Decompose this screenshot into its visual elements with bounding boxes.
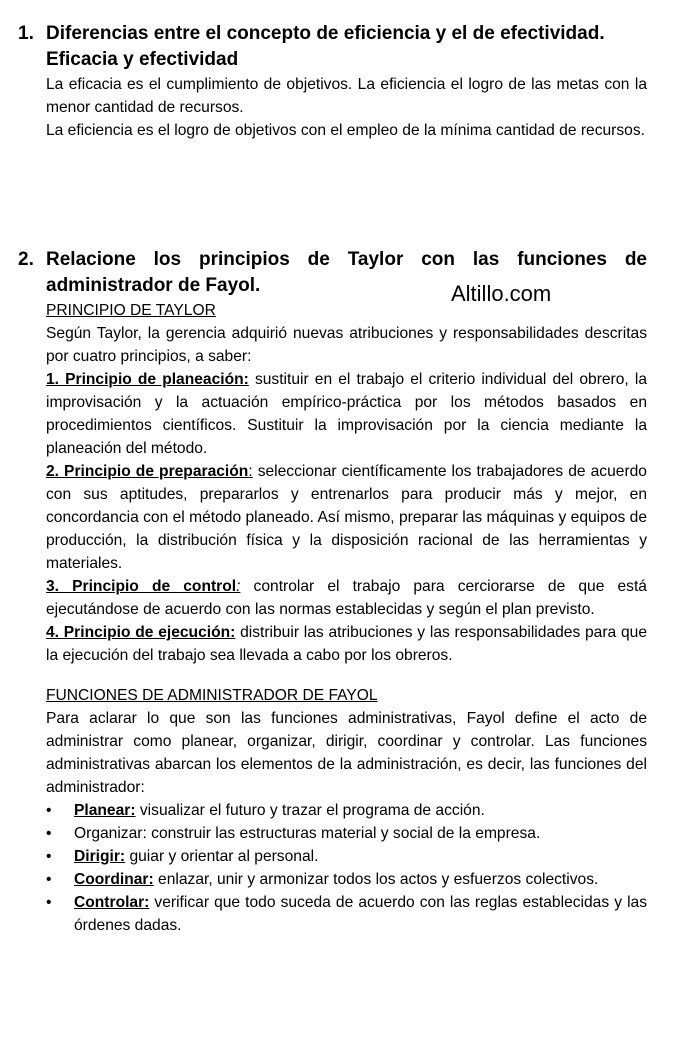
function-label: Coordinar: [74,871,154,888]
principle-text: distribuir las atribuciones y las responsabilidades para que la ejecución del trabajo sea llevada a cabo por los obreros. [46,624,647,664]
question-2-title: Relacione los principios de Taylor con las funciones de administrador de Fayol. [46,249,647,296]
function-label: Dirigir: [74,848,126,865]
question-1-number: 1. [18,23,34,44]
principle-3 [46,575,647,621]
taylor-intro: Según Taylor, la gerencia adquirió nuevas atribuciones y responsabilidades descritas por cuatro principios, a saber: [46,325,647,365]
question-2 [18,247,647,937]
principle-label: 1. Principio de planeación: [46,371,249,388]
question-1-answer [46,73,647,142]
question-2-number: 2. [18,249,34,270]
question-1-title: Diferencias entre el concepto de eficiencia y el de efectividad. [46,23,605,44]
principle-text: controlar el trabajo para cerciorarse de que está ejecutándose de acuerdo con las normas establecidas y según el plan previsto. [46,578,647,618]
principle-text: seleccionar científicamente los trabajadores de acuerdo con sus aptitudes, prepararlos y entrenarlos para producir más y mejor, en concordancia con el método planeado. Así mismo, preparar las máquinas y equipos de producción, la distribución física y la disposición racional de las herramientas y materiales. [46,463,647,572]
function-text: visualizar el futuro y trazar el programa de acción. [135,802,485,819]
taylor-section-heading: PRINCIPIO DE TAYLOR [46,302,216,319]
list-item [46,891,647,937]
question-2-answer [46,299,647,937]
principle-separator: : [248,463,253,480]
bullet-icon: • [46,871,52,888]
bullet-icon: • [46,894,52,911]
principle-2 [46,460,647,575]
principle-1 [46,368,647,460]
function-text: construir las estructuras material y social de la empresa. [146,825,541,842]
function-label: Planear: [74,802,136,819]
question-1-subtitle: Eficacia y efectividad [46,49,239,70]
question-1 [18,21,647,142]
bullet-icon: • [46,825,52,842]
function-text: guiar y orientar al personal. [125,848,319,865]
section-gap [46,667,647,684]
function-text: verificar que todo suceda de acuerdo con las reglas establecidas y las órdenes dadas. [74,894,647,934]
function-label: Organizar: [74,825,147,842]
list-item [46,799,647,822]
principle-label: 4. Principio de ejecución: [46,624,236,641]
principle-text: sustituir en el trabajo el criterio individual del obrero, la improvisación y la actuación empírico-práctica por los métodos basados en procedimientos científicos. Sustituir la improvisación por la ciencia mediante la planeación del método. [46,371,647,457]
list-item [46,868,647,891]
function-text: enlazar, unir y armonizar todos los actos y esfuerzos colectivos. [153,871,599,888]
principle-4 [46,621,647,667]
answer-paragraph: La eficacia es el cumplimiento de objetivos. La eficiencia el logro de las metas con la menor cantidad de recursos. [46,76,647,116]
list-item [46,845,647,868]
fayol-intro: Para aclarar lo que son las funciones administrativas, Fayol define el acto de administrar como planear, organizar, dirigir, coordinar y controlar. Las funciones administrativas abarcan los elementos de la administración, es decir, las funciones del administrador: [46,710,647,796]
principle-label: 3. Principio de control [46,578,237,595]
answer-paragraph: La eficiencia es el logro de objetivos con el empleo de la mínima cantidad de recursos. [46,122,645,139]
watermark-text: Altillo.com [451,281,552,306]
bullet-icon: • [46,848,52,865]
function-label: Controlar: [74,894,150,911]
principle-separator: : [236,578,241,595]
list-item [46,822,647,845]
bullet-icon: • [46,802,52,819]
principle-label: 2. Principio de preparación [46,463,249,480]
fayol-functions-list [46,799,647,937]
fayol-section-heading: FUNCIONES DE ADMINISTRADOR DE FAYOL [46,687,378,704]
